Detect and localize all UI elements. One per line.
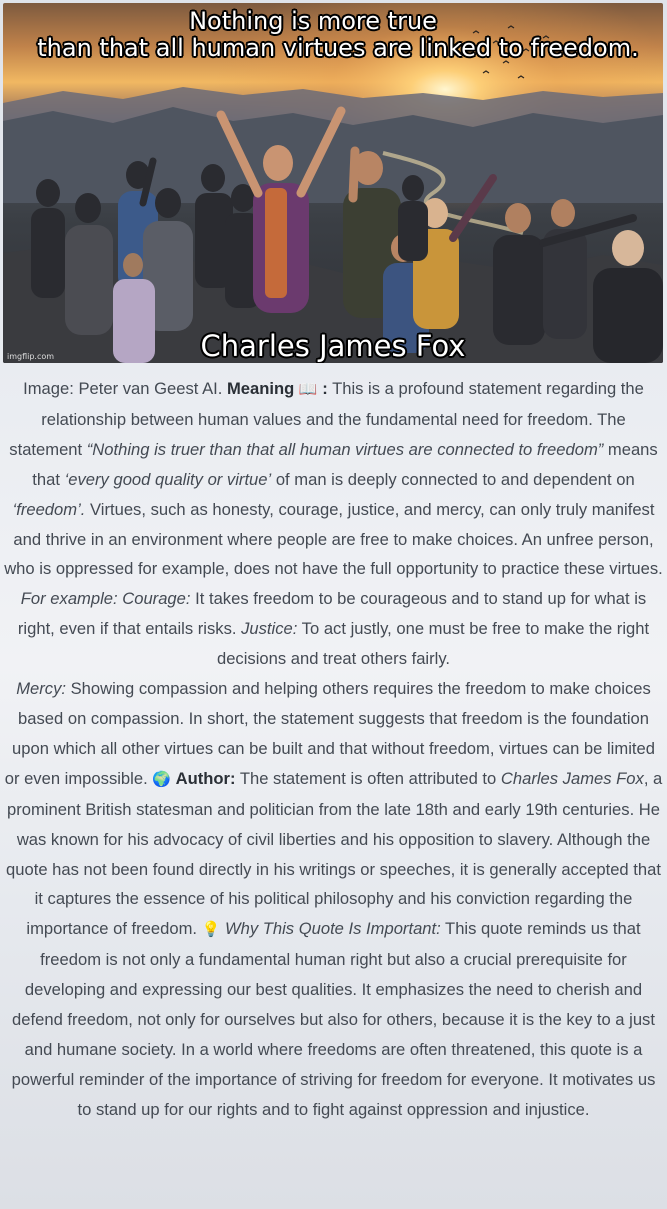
meaning-colon: : <box>322 379 328 398</box>
mercy-label: Mercy: <box>16 679 66 699</box>
text-segment: Showing compassion and helping others requires the freedom to make choices based on compassion. In short, the statement suggests that freedom is the foundation upon which all other virtues can be built and that without freedom, virtues can be limited or even impossible. <box>4 679 655 788</box>
meme-top-line1: Nothing is more true <box>189 7 437 35</box>
text-segment: means that <box>32 439 658 489</box>
article-text <box>4 374 663 1125</box>
text-segment: This is a profound statement regarding the relationship between human values and the fundamental need for freedom. The statement <box>9 379 644 459</box>
example-label: For example: Courage: <box>20 589 191 609</box>
author-label: Author: <box>175 768 236 788</box>
book-icon: 📖 <box>298 380 318 398</box>
meme-image <box>3 3 663 363</box>
text-segment: , a prominent British statesman and politician from the late 18th and early 19th centuries. He was known for his advocacy of civil liberties and his opposition to slavery. Although the quote has not been found directly in his writings or speeches, it is generally accepted that it captures the essence of his political philosophy and his conviction regarding the importance of freedom. <box>6 768 663 939</box>
globe-icon: 🌍 <box>152 769 171 788</box>
meme-top-caption <box>3 8 663 62</box>
paragraph-1 <box>4 374 663 674</box>
text-segment: of man is deeply connected to and dependent on <box>271 469 635 489</box>
lightbulb-icon: 💡 <box>201 920 221 939</box>
text-segment: Virtues, such as honesty, courage, justice, and mercy, can only truly manifest and thrive in an environment where people are free to make choices. An unfree person, who is oppressed for example, does not have the full opportunity to practice these virtues. <box>4 499 663 579</box>
meaning-label: Meaning <box>226 379 295 398</box>
quote-text: “Nothing is truer than that all human virtues are connected to freedom” <box>86 439 604 459</box>
imgflip-watermark: imgflip.com <box>7 352 55 361</box>
meme-top-line2: than that all human virtues are linked to freedom. <box>37 34 639 62</box>
paragraph-2 <box>4 674 663 1125</box>
author-name: Charles James Fox <box>500 768 644 788</box>
image-credit: Image: Peter van Geest AI. <box>23 379 223 398</box>
virtue-phrase: ‘every good quality or virtue’ <box>64 469 272 489</box>
text-segment: The statement is often attributed to <box>235 768 501 788</box>
meme-bottom-caption: Charles James Fox <box>200 329 466 363</box>
freedom-phrase: ‘freedom’. <box>12 499 86 519</box>
text-segment: This quote reminds us that freedom is not only a fundamental human right but also a crucial prerequisite for developing and expressing our best qualities. It emphasizes the need to cherish and defend freedom, not only for ourselves but also for others, because it is the key to a just and humane society. In a world where freedoms are often threatened, this quote is a powerful reminder of the importance of striving for freedom for everyone. It motivates us to stand up for our rights and to fight against oppression and injustice. <box>11 919 656 1119</box>
text-segment: It takes freedom to be courageous and to stand up for what is right, even if that entails risks. <box>17 589 647 639</box>
text-segment: To act justly, one must be free to make the right decisions and treat others fairly. <box>216 619 650 669</box>
why-label: Why This Quote Is Important: <box>224 919 441 939</box>
justice-label: Justice: <box>241 619 298 639</box>
